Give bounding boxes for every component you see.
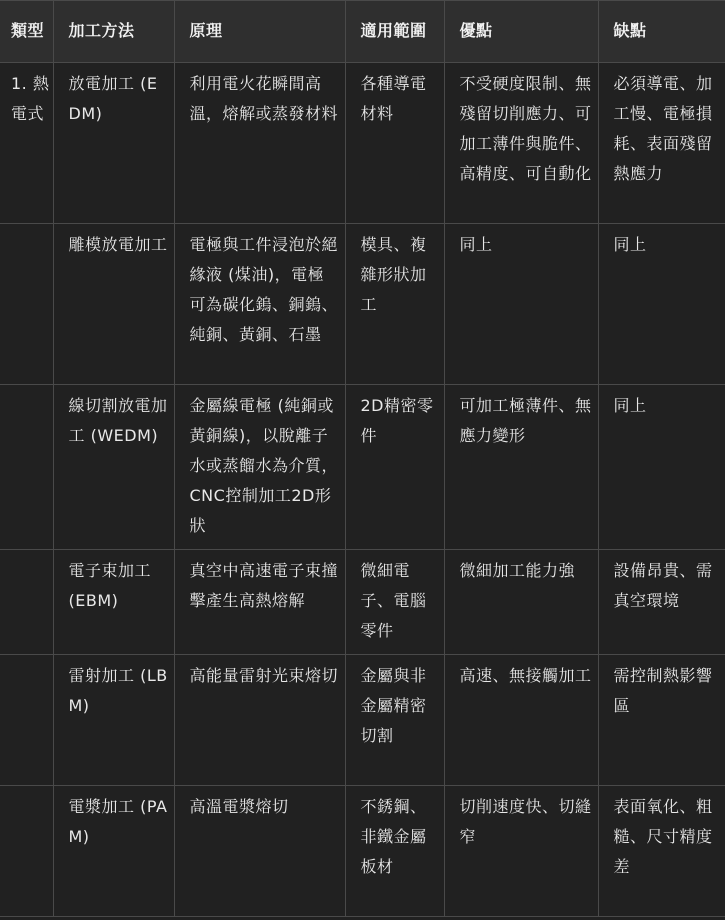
scope-cell: 2D精密零件 [345, 385, 444, 550]
scope-cell: 各種導電材料 [345, 63, 444, 224]
principle-cell: 高能量雷射光束熔切 [174, 655, 345, 786]
method-cell: 雕模放電加工 [53, 224, 174, 385]
header-row [0, 1, 725, 63]
cons-cell: 需控制熱影響區 [598, 655, 725, 786]
table-row [0, 385, 725, 550]
header-cons: 缺點 [598, 1, 725, 63]
cons-cell: 同上 [598, 385, 725, 550]
principle-cell: 高溫電漿熔切 [174, 786, 345, 917]
scope-cell: 模具、複雜形狀加工 [345, 224, 444, 385]
method-cell: 線切割放電加工 (WEDM) [53, 385, 174, 550]
table-row [0, 655, 725, 786]
category-cell-empty [0, 224, 53, 385]
method-cell: 雷射加工 (LBM) [53, 655, 174, 786]
principle-cell: 電極與工件浸泡於絕緣液 (煤油)，電極可為碳化鎢、銅鎢、純銅、黃銅、石墨 [174, 224, 345, 385]
principle-cell: 金屬線電極 (純銅或黃銅線)，以脫離子水或蒸餾水為介質，CNC控制加工2D形狀 [174, 385, 345, 550]
table-row [0, 224, 725, 385]
table-header [0, 1, 725, 63]
table-row [0, 550, 725, 655]
table-body [0, 63, 725, 917]
header-category: 類型 [0, 1, 53, 63]
cons-cell: 表面氧化、粗糙、尺寸精度差 [598, 786, 725, 917]
header-principle: 原理 [174, 1, 345, 63]
method-cell: 放電加工 (EDM) [53, 63, 174, 224]
scope-cell: 金屬與非金屬精密切割 [345, 655, 444, 786]
pros-cell: 高速、無接觸加工 [444, 655, 598, 786]
category-cell-empty [0, 550, 53, 655]
header-method: 加工方法 [53, 1, 174, 63]
scope-cell: 不銹鋼、非鐵金屬板材 [345, 786, 444, 917]
principle-cell: 利用電火花瞬間高溫，熔解或蒸發材料 [174, 63, 345, 224]
pros-cell: 不受硬度限制、無殘留切削應力、可加工薄件與脆件、高精度、可自動化 [444, 63, 598, 224]
category-cell-empty [0, 655, 53, 786]
pros-cell: 同上 [444, 224, 598, 385]
table-row [0, 63, 725, 224]
category-cell-empty [0, 385, 53, 550]
header-pros: 優點 [444, 1, 598, 63]
method-cell: 電漿加工 (PAM) [53, 786, 174, 917]
cons-cell: 必須導電、加工慢、電極損耗、表面殘留熱應力 [598, 63, 725, 224]
pros-cell: 可加工極薄件、無應力變形 [444, 385, 598, 550]
scope-cell: 微細電子、電腦零件 [345, 550, 444, 655]
method-cell: 電子束加工 (EBM) [53, 550, 174, 655]
header-scope: 適用範圍 [345, 1, 444, 63]
cons-cell: 同上 [598, 224, 725, 385]
principle-cell: 真空中高速電子束撞擊產生高熱熔解 [174, 550, 345, 655]
pros-cell: 微細加工能力強 [444, 550, 598, 655]
cons-cell: 設備昂貴、需真空環境 [598, 550, 725, 655]
category-cell: 1. 熱電式 [0, 63, 53, 224]
category-cell-empty [0, 786, 53, 917]
pros-cell: 切削速度快、切縫窄 [444, 786, 598, 917]
table-row [0, 786, 725, 917]
